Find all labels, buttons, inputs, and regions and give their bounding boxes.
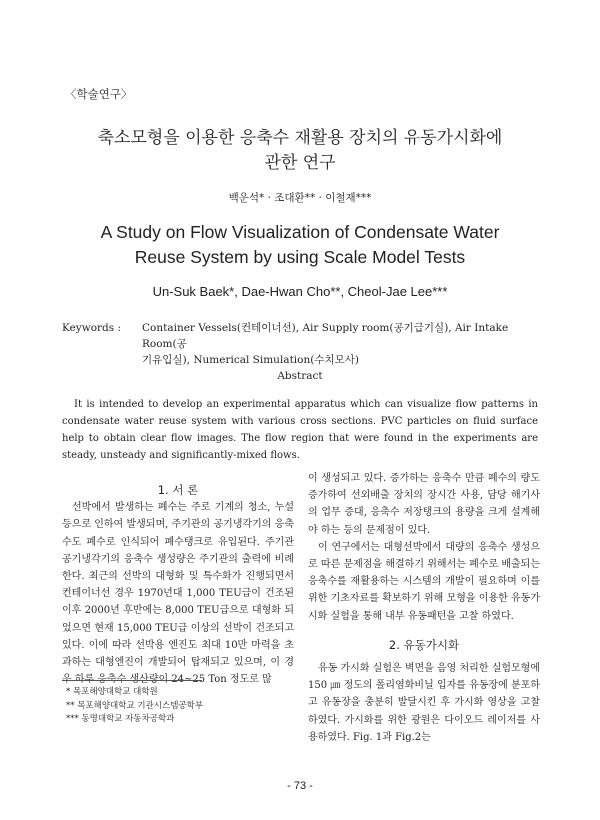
keywords-line-1: Container Vessels(컨테이너선), Air Supply room(공기급기실), Air Intake Room(공 — [142, 322, 509, 350]
category-label: 〈학술연구〉 — [65, 87, 133, 101]
korean-authors: 백운석* · 조대환** · 이철재*** — [228, 192, 372, 204]
english-title-line-2: Reuse System by using Scale Model Tests — [134, 247, 466, 267]
abstract-heading: Abstract — [277, 370, 323, 382]
korean-title-line-2: 관한 연구 — [264, 153, 336, 173]
right-column — [308, 470, 540, 746]
english-title-line-1: A Study on Flow Visualization of Condensate Water — [100, 222, 500, 242]
korean-title — [40, 126, 560, 176]
section-1-heading: 1. 서 론 — [157, 483, 199, 497]
english-authors: Un-Suk Baek*, Dae-Hwan Cho**, Cheol-Jae Lee*** — [152, 284, 448, 299]
page-number: - 73 - — [287, 780, 313, 792]
korean-title-line-1: 축소모형을 이용한 응축수 재활용 장치의 유동가시화에 — [97, 128, 503, 148]
keywords — [62, 320, 542, 368]
keywords-label: Keywords : — [62, 322, 122, 334]
right-paragraph-1: 이 생성되고 있다. 증가하는 응축수 만큼 폐수의 량도 증가하여 선외배출 장치의 장시간 사용, 담당 해기사의 업무 증대, 응축수 저장탱크의 용량을 크게 설계해야 하는 등의 문제점이 있다. — [308, 473, 540, 536]
footnote-3: *** 동명대학교 자동차공학과 — [66, 714, 175, 724]
abstract-text: It is intended to develop an experimental apparatus which can visualize flow patterns in condensate water reuse system with various cross sections. PVC particles on fluid surface help to obtain clear flow images. The flow region that were found in the experiments are steady, unsteady and significantly-mixed flows. — [62, 399, 538, 461]
left-column — [62, 482, 294, 688]
footnote-1: * 목포해양대학교 대학원 — [66, 687, 158, 697]
footnote-2: ** 목포해양대학교 기관시스템공학부 — [66, 700, 204, 711]
footnote-rule — [62, 680, 202, 681]
section-2-heading: 2. 유동가시화 — [388, 637, 460, 652]
section-2-paragraph: 유동 가시화 실험은 벽면을 음영 처리한 실험모형에 150 ㎛ 정도의 폴리염화비닐 입자를 유동장에 분포하고 유동장을 충분히 발달시킨 후 가시화 영상을 고찰하였다. 가시화를 위한 광원은 다이오드 레이저를 사용하였다. Fig. 1과 Fig.2는 — [308, 663, 540, 743]
keywords-line-2: 기유입실), Numerical Simulation(수치모사) — [142, 354, 359, 366]
footnotes — [66, 686, 203, 727]
right-paragraph-2: 이 연구에서는 대형선박에서 대량의 응축수 생성으로 따른 문제점을 해결하기 위해서는 폐수로 배출되는 응축수를 재활용하는 시스템의 개발이 필요하며 이를 위한 기초자료를 확보하기 위해 모형을 이용한 유동가시화 실험을 통해 내부 유동패턴을 고찰 하였다. — [308, 541, 540, 622]
english-title — [40, 220, 560, 270]
section-1-paragraph: 선박에서 발생하는 폐수는 주로 기계의 청소, 누설 등으로 인하여 발생되며, 주기관의 공기냉각기의 응축수도 폐수로 인식되어 폐수탱크로 유입된다. 주기관 공기냉각기의 응축수 생성량은 주기관의 출력에 비례한다. 최근의 선박의 대형화 및 특수화가 진행되면서 컨테이너선 경우 1970년대 1,000 TEU급이 건조된 이후 2000년 후반에는 8,000 TEU급으로 대형화 되었으면 현재 15,000 TEU급 이상의 선박이 건조되고 있다. 이에 따라 선박용 엔진도 최대 10만 마력을 초과하는 대형엔진이 개발되어 탑재되고 있으며, 이 경우 하루 응축수 생산량이 24~25 Ton 정도로 많 — [62, 502, 294, 686]
